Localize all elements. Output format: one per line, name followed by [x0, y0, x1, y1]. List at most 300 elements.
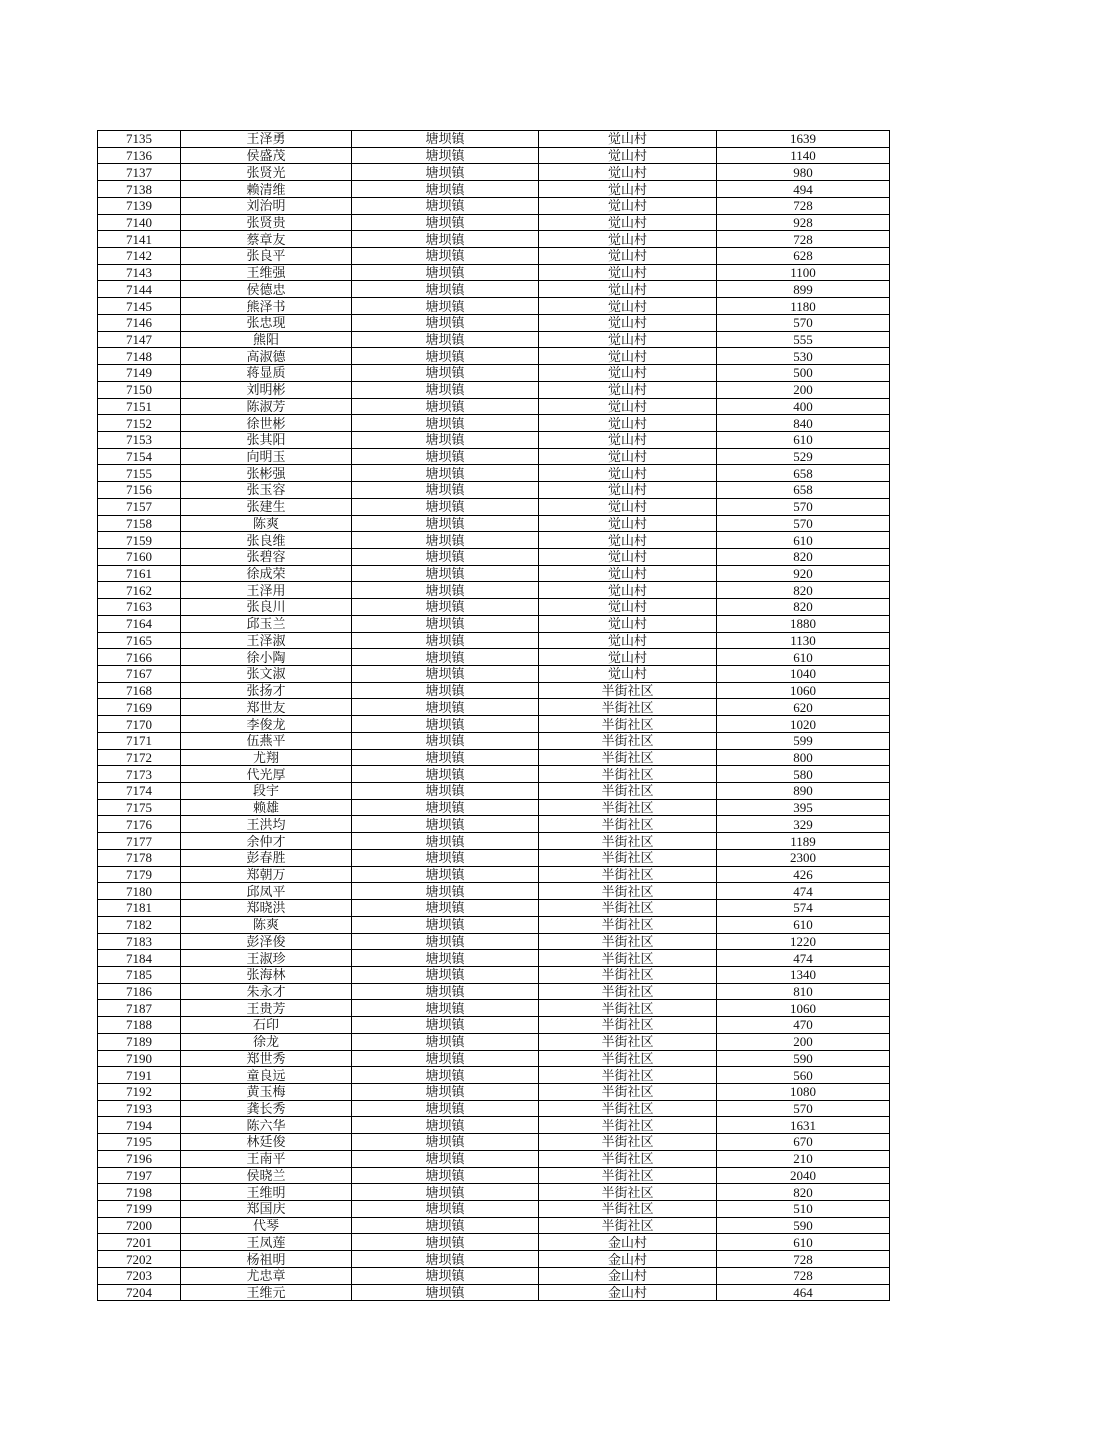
table-row — [98, 548, 890, 565]
town-cell: 塘坝镇 — [352, 365, 539, 382]
village-cell: 觉山村 — [539, 448, 717, 465]
table-row — [98, 950, 890, 967]
village-cell: 觉山村 — [539, 548, 717, 565]
village-cell: 觉山村 — [539, 615, 717, 632]
town-cell: 塘坝镇 — [352, 666, 539, 683]
amount-cell: 820 — [717, 548, 890, 565]
village-cell: 半街社区 — [539, 816, 717, 833]
row-number-cell: 7143 — [98, 264, 181, 281]
table-row — [98, 682, 890, 699]
row-number-cell: 7178 — [98, 849, 181, 866]
table-row — [98, 849, 890, 866]
village-cell: 觉山村 — [539, 181, 717, 198]
amount-cell: 200 — [717, 1033, 890, 1050]
name-cell: 张良川 — [181, 599, 352, 616]
amount-cell: 395 — [717, 799, 890, 816]
name-cell: 熊阳 — [181, 331, 352, 348]
town-cell: 塘坝镇 — [352, 431, 539, 448]
town-cell: 塘坝镇 — [352, 498, 539, 515]
name-cell: 张海林 — [181, 966, 352, 983]
town-cell: 塘坝镇 — [352, 682, 539, 699]
amount-cell: 464 — [717, 1284, 890, 1301]
name-cell: 童良远 — [181, 1067, 352, 1084]
amount-cell: 510 — [717, 1201, 890, 1218]
amount-cell: 590 — [717, 1050, 890, 1067]
amount-cell: 500 — [717, 365, 890, 382]
table-row — [98, 214, 890, 231]
village-cell: 觉山村 — [539, 515, 717, 532]
town-cell: 塘坝镇 — [352, 966, 539, 983]
row-number-cell: 7195 — [98, 1134, 181, 1151]
table-row — [98, 900, 890, 917]
table-row — [98, 431, 890, 448]
table-row — [98, 532, 890, 549]
name-cell: 伍燕平 — [181, 732, 352, 749]
amount-cell: 728 — [717, 197, 890, 214]
table-row — [98, 231, 890, 248]
row-number-cell: 7194 — [98, 1117, 181, 1134]
table-row — [98, 1050, 890, 1067]
name-cell: 尤翔 — [181, 749, 352, 766]
data-table — [97, 130, 890, 1301]
table-row — [98, 916, 890, 933]
row-number-cell: 7136 — [98, 147, 181, 164]
town-cell: 塘坝镇 — [352, 1201, 539, 1218]
row-number-cell: 7159 — [98, 532, 181, 549]
village-cell: 半街社区 — [539, 799, 717, 816]
row-number-cell: 7175 — [98, 799, 181, 816]
amount-cell: 670 — [717, 1134, 890, 1151]
town-cell: 塘坝镇 — [352, 231, 539, 248]
amount-cell: 1631 — [717, 1117, 890, 1134]
amount-cell: 580 — [717, 766, 890, 783]
table-row — [98, 766, 890, 783]
town-cell: 塘坝镇 — [352, 1134, 539, 1151]
name-cell: 张贤贵 — [181, 214, 352, 231]
table-body — [98, 131, 890, 1301]
name-cell: 代琴 — [181, 1217, 352, 1234]
amount-cell: 494 — [717, 181, 890, 198]
town-cell: 塘坝镇 — [352, 1167, 539, 1184]
village-cell: 觉山村 — [539, 348, 717, 365]
amount-cell: 1880 — [717, 615, 890, 632]
amount-cell: 810 — [717, 983, 890, 1000]
town-cell: 塘坝镇 — [352, 548, 539, 565]
village-cell: 半街社区 — [539, 1150, 717, 1167]
row-number-cell: 7156 — [98, 482, 181, 499]
village-cell: 半街社区 — [539, 933, 717, 950]
table-row — [98, 448, 890, 465]
name-cell: 陈爽 — [181, 916, 352, 933]
name-cell: 王泽勇 — [181, 131, 352, 148]
table-row — [98, 1083, 890, 1100]
village-cell: 半街社区 — [539, 1167, 717, 1184]
name-cell: 王凤莲 — [181, 1234, 352, 1251]
table-row — [98, 783, 890, 800]
village-cell: 半街社区 — [539, 833, 717, 850]
name-cell: 陈爽 — [181, 515, 352, 532]
name-cell: 朱永才 — [181, 983, 352, 1000]
table-row — [98, 1067, 890, 1084]
row-number-cell: 7163 — [98, 599, 181, 616]
row-number-cell: 7182 — [98, 916, 181, 933]
village-cell: 半街社区 — [539, 1067, 717, 1084]
amount-cell: 474 — [717, 883, 890, 900]
amount-cell: 529 — [717, 448, 890, 465]
village-cell: 半街社区 — [539, 1100, 717, 1117]
village-cell: 半街社区 — [539, 732, 717, 749]
row-number-cell: 7184 — [98, 950, 181, 967]
town-cell: 塘坝镇 — [352, 649, 539, 666]
town-cell: 塘坝镇 — [352, 1234, 539, 1251]
name-cell: 王泽用 — [181, 582, 352, 599]
row-number-cell: 7170 — [98, 716, 181, 733]
table-row — [98, 983, 890, 1000]
amount-cell: 570 — [717, 498, 890, 515]
table-row — [98, 833, 890, 850]
town-cell: 塘坝镇 — [352, 632, 539, 649]
amount-cell: 1189 — [717, 833, 890, 850]
name-cell: 赖雄 — [181, 799, 352, 816]
amount-cell: 2040 — [717, 1167, 890, 1184]
village-cell: 觉山村 — [539, 214, 717, 231]
village-cell: 半街社区 — [539, 1184, 717, 1201]
town-cell: 塘坝镇 — [352, 816, 539, 833]
amount-cell: 628 — [717, 248, 890, 265]
amount-cell: 570 — [717, 515, 890, 532]
table-row — [98, 314, 890, 331]
amount-cell: 200 — [717, 381, 890, 398]
town-cell: 塘坝镇 — [352, 381, 539, 398]
name-cell: 赖清维 — [181, 181, 352, 198]
amount-cell: 1100 — [717, 264, 890, 281]
town-cell: 塘坝镇 — [352, 900, 539, 917]
row-number-cell: 7172 — [98, 749, 181, 766]
row-number-cell: 7203 — [98, 1267, 181, 1284]
amount-cell: 820 — [717, 1184, 890, 1201]
name-cell: 彭泽俊 — [181, 933, 352, 950]
name-cell: 王南平 — [181, 1150, 352, 1167]
row-number-cell: 7191 — [98, 1067, 181, 1084]
name-cell: 向明玉 — [181, 448, 352, 465]
village-cell: 半街社区 — [539, 749, 717, 766]
amount-cell: 620 — [717, 699, 890, 716]
table-row — [98, 281, 890, 298]
table-row — [98, 1017, 890, 1034]
town-cell: 塘坝镇 — [352, 883, 539, 900]
town-cell: 塘坝镇 — [352, 983, 539, 1000]
table-row — [98, 264, 890, 281]
row-number-cell: 7188 — [98, 1017, 181, 1034]
row-number-cell: 7204 — [98, 1284, 181, 1301]
table-row — [98, 482, 890, 499]
village-cell: 觉山村 — [539, 532, 717, 549]
name-cell: 张碧容 — [181, 548, 352, 565]
row-number-cell: 7200 — [98, 1217, 181, 1234]
name-cell: 徐小陶 — [181, 649, 352, 666]
town-cell: 塘坝镇 — [352, 214, 539, 231]
name-cell: 张玉容 — [181, 482, 352, 499]
town-cell: 塘坝镇 — [352, 131, 539, 148]
name-cell: 徐成荣 — [181, 565, 352, 582]
table-row — [98, 732, 890, 749]
town-cell: 塘坝镇 — [352, 1000, 539, 1017]
amount-cell: 400 — [717, 398, 890, 415]
row-number-cell: 7164 — [98, 615, 181, 632]
table-row — [98, 1217, 890, 1234]
name-cell: 王泽淑 — [181, 632, 352, 649]
row-number-cell: 7146 — [98, 314, 181, 331]
amount-cell: 928 — [717, 214, 890, 231]
table-row — [98, 1000, 890, 1017]
village-cell: 半街社区 — [539, 682, 717, 699]
village-cell: 半街社区 — [539, 1017, 717, 1034]
table-row — [98, 599, 890, 616]
village-cell: 觉山村 — [539, 298, 717, 315]
row-number-cell: 7139 — [98, 197, 181, 214]
village-cell: 觉山村 — [539, 365, 717, 382]
row-number-cell: 7199 — [98, 1201, 181, 1218]
row-number-cell: 7192 — [98, 1083, 181, 1100]
village-cell: 半街社区 — [539, 1050, 717, 1067]
village-cell: 觉山村 — [539, 482, 717, 499]
town-cell: 塘坝镇 — [352, 1284, 539, 1301]
amount-cell: 1140 — [717, 147, 890, 164]
town-cell: 塘坝镇 — [352, 181, 539, 198]
row-number-cell: 7179 — [98, 866, 181, 883]
table-row — [98, 1251, 890, 1268]
amount-cell: 610 — [717, 916, 890, 933]
town-cell: 塘坝镇 — [352, 248, 539, 265]
row-number-cell: 7196 — [98, 1150, 181, 1167]
name-cell: 代光厚 — [181, 766, 352, 783]
village-cell: 金山村 — [539, 1267, 717, 1284]
amount-cell: 590 — [717, 1217, 890, 1234]
amount-cell: 610 — [717, 1234, 890, 1251]
table-row — [98, 365, 890, 382]
amount-cell: 1080 — [717, 1083, 890, 1100]
row-number-cell: 7168 — [98, 682, 181, 699]
row-number-cell: 7201 — [98, 1234, 181, 1251]
town-cell: 塘坝镇 — [352, 164, 539, 181]
name-cell: 蒋显质 — [181, 365, 352, 382]
town-cell: 塘坝镇 — [352, 1067, 539, 1084]
village-cell: 半街社区 — [539, 1217, 717, 1234]
row-number-cell: 7185 — [98, 966, 181, 983]
amount-cell: 470 — [717, 1017, 890, 1034]
row-number-cell: 7165 — [98, 632, 181, 649]
row-number-cell: 7169 — [98, 699, 181, 716]
table-row — [98, 164, 890, 181]
table-row — [98, 799, 890, 816]
village-cell: 半街社区 — [539, 883, 717, 900]
row-number-cell: 7162 — [98, 582, 181, 599]
row-number-cell: 7149 — [98, 365, 181, 382]
amount-cell: 728 — [717, 1267, 890, 1284]
name-cell: 彭春胜 — [181, 849, 352, 866]
amount-cell: 610 — [717, 649, 890, 666]
town-cell: 塘坝镇 — [352, 515, 539, 532]
town-cell: 塘坝镇 — [352, 1083, 539, 1100]
town-cell: 塘坝镇 — [352, 749, 539, 766]
row-number-cell: 7142 — [98, 248, 181, 265]
amount-cell: 1340 — [717, 966, 890, 983]
village-cell: 觉山村 — [539, 599, 717, 616]
amount-cell: 574 — [717, 900, 890, 917]
table-row — [98, 1117, 890, 1134]
village-cell: 半街社区 — [539, 1033, 717, 1050]
amount-cell: 1060 — [717, 1000, 890, 1017]
name-cell: 刘明彬 — [181, 381, 352, 398]
town-cell: 塘坝镇 — [352, 348, 539, 365]
town-cell: 塘坝镇 — [352, 1100, 539, 1117]
town-cell: 塘坝镇 — [352, 415, 539, 432]
village-cell: 金山村 — [539, 1284, 717, 1301]
amount-cell: 610 — [717, 532, 890, 549]
town-cell: 塘坝镇 — [352, 1117, 539, 1134]
row-number-cell: 7186 — [98, 983, 181, 1000]
row-number-cell: 7147 — [98, 331, 181, 348]
village-cell: 金山村 — [539, 1234, 717, 1251]
village-cell: 觉山村 — [539, 281, 717, 298]
amount-cell: 728 — [717, 231, 890, 248]
amount-cell: 570 — [717, 314, 890, 331]
town-cell: 塘坝镇 — [352, 147, 539, 164]
amount-cell: 800 — [717, 749, 890, 766]
amount-cell: 1020 — [717, 716, 890, 733]
row-number-cell: 7187 — [98, 1000, 181, 1017]
row-number-cell: 7161 — [98, 565, 181, 582]
table-row — [98, 181, 890, 198]
name-cell: 王维明 — [181, 1184, 352, 1201]
row-number-cell: 7173 — [98, 766, 181, 783]
row-number-cell: 7157 — [98, 498, 181, 515]
amount-cell: 560 — [717, 1067, 890, 1084]
name-cell: 杨祖明 — [181, 1251, 352, 1268]
village-cell: 觉山村 — [539, 632, 717, 649]
row-number-cell: 7152 — [98, 415, 181, 432]
table-row — [98, 716, 890, 733]
name-cell: 郑晓洪 — [181, 900, 352, 917]
row-number-cell: 7140 — [98, 214, 181, 231]
name-cell: 高淑德 — [181, 348, 352, 365]
row-number-cell: 7183 — [98, 933, 181, 950]
town-cell: 塘坝镇 — [352, 933, 539, 950]
town-cell: 塘坝镇 — [352, 565, 539, 582]
table-row — [98, 966, 890, 983]
name-cell: 刘治明 — [181, 197, 352, 214]
name-cell: 郑朝万 — [181, 866, 352, 883]
amount-cell: 1180 — [717, 298, 890, 315]
town-cell: 塘坝镇 — [352, 398, 539, 415]
amount-cell: 329 — [717, 816, 890, 833]
village-cell: 觉山村 — [539, 398, 717, 415]
town-cell: 塘坝镇 — [352, 314, 539, 331]
village-cell: 觉山村 — [539, 415, 717, 432]
name-cell: 余仲才 — [181, 833, 352, 850]
row-number-cell: 7153 — [98, 431, 181, 448]
amount-cell: 1220 — [717, 933, 890, 950]
table-row — [98, 883, 890, 900]
town-cell: 塘坝镇 — [352, 916, 539, 933]
village-cell: 觉山村 — [539, 666, 717, 683]
amount-cell: 210 — [717, 1150, 890, 1167]
town-cell: 塘坝镇 — [352, 950, 539, 967]
row-number-cell: 7151 — [98, 398, 181, 415]
name-cell: 尤忠章 — [181, 1267, 352, 1284]
row-number-cell: 7160 — [98, 548, 181, 565]
amount-cell: 1040 — [717, 666, 890, 683]
row-number-cell: 7137 — [98, 164, 181, 181]
village-cell: 半街社区 — [539, 1083, 717, 1100]
name-cell: 张扬才 — [181, 682, 352, 699]
table-row — [98, 147, 890, 164]
village-cell: 觉山村 — [539, 381, 717, 398]
table-row — [98, 1234, 890, 1251]
town-cell: 塘坝镇 — [352, 766, 539, 783]
row-number-cell: 7202 — [98, 1251, 181, 1268]
name-cell: 邱凤平 — [181, 883, 352, 900]
table-row — [98, 1284, 890, 1301]
name-cell: 张良平 — [181, 248, 352, 265]
village-cell: 觉山村 — [539, 231, 717, 248]
table-row — [98, 498, 890, 515]
table-row — [98, 465, 890, 482]
row-number-cell: 7176 — [98, 816, 181, 833]
table-row — [98, 348, 890, 365]
village-cell: 觉山村 — [539, 565, 717, 582]
amount-cell: 658 — [717, 465, 890, 482]
town-cell: 塘坝镇 — [352, 1217, 539, 1234]
town-cell: 塘坝镇 — [352, 331, 539, 348]
row-number-cell: 7198 — [98, 1184, 181, 1201]
row-number-cell: 7155 — [98, 465, 181, 482]
town-cell: 塘坝镇 — [352, 448, 539, 465]
table-row — [98, 1150, 890, 1167]
town-cell: 塘坝镇 — [352, 281, 539, 298]
village-cell: 觉山村 — [539, 431, 717, 448]
amount-cell: 840 — [717, 415, 890, 432]
row-number-cell: 7154 — [98, 448, 181, 465]
amount-cell: 980 — [717, 164, 890, 181]
town-cell: 塘坝镇 — [352, 1033, 539, 1050]
table-row — [98, 515, 890, 532]
row-number-cell: 7174 — [98, 783, 181, 800]
table-row — [98, 632, 890, 649]
name-cell: 王维元 — [181, 1284, 352, 1301]
amount-cell: 1639 — [717, 131, 890, 148]
name-cell: 徐世彬 — [181, 415, 352, 432]
name-cell: 张忠现 — [181, 314, 352, 331]
town-cell: 塘坝镇 — [352, 1251, 539, 1268]
table-row — [98, 615, 890, 632]
name-cell: 龚长秀 — [181, 1100, 352, 1117]
table-row — [98, 699, 890, 716]
name-cell: 侯盛茂 — [181, 147, 352, 164]
amount-cell: 1060 — [717, 682, 890, 699]
town-cell: 塘坝镇 — [352, 264, 539, 281]
name-cell: 林廷俊 — [181, 1134, 352, 1151]
row-number-cell: 7190 — [98, 1050, 181, 1067]
town-cell: 塘坝镇 — [352, 615, 539, 632]
village-cell: 半街社区 — [539, 1134, 717, 1151]
town-cell: 塘坝镇 — [352, 1267, 539, 1284]
table-row — [98, 1167, 890, 1184]
village-cell: 觉山村 — [539, 248, 717, 265]
town-cell: 塘坝镇 — [352, 783, 539, 800]
village-cell: 半街社区 — [539, 1000, 717, 1017]
table-row — [98, 248, 890, 265]
